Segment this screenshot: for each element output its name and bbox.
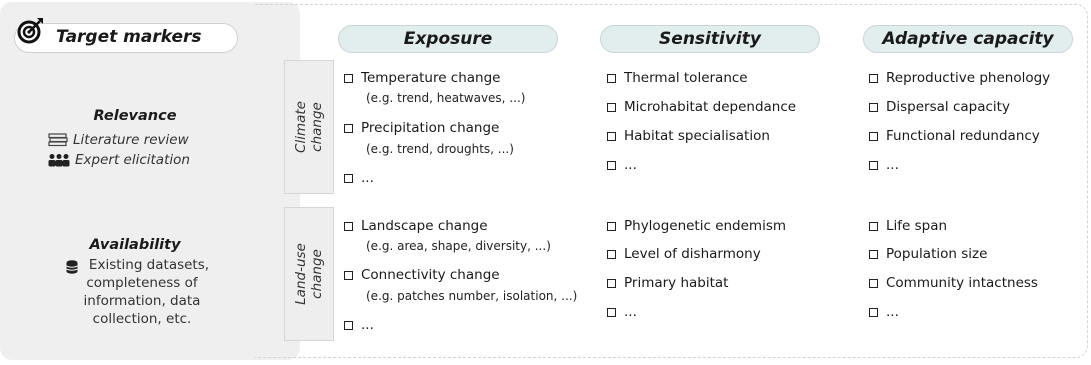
- item-label: Population size: [886, 246, 988, 262]
- checkbox-icon: [344, 74, 353, 83]
- sensitivity-item: [607, 99, 796, 115]
- exposure-item-example: (e.g. trend, droughts, ...): [366, 142, 514, 156]
- availability-line: Existing datasets,: [88, 257, 210, 273]
- checkbox-icon: [607, 250, 616, 259]
- item-label: Thermal tolerance: [624, 70, 748, 86]
- checkbox-icon: [869, 222, 878, 231]
- sensitivity-item: [607, 218, 786, 234]
- relevance-item-expert: [48, 152, 190, 168]
- exposure-item: [344, 218, 488, 234]
- sensitivity-item: [607, 70, 748, 86]
- relevance-title: Relevance: [93, 108, 177, 124]
- target-markers-label: Target markers: [56, 27, 202, 47]
- relevance-literature-label: Literature review: [73, 132, 189, 148]
- sensitivity-item: [607, 246, 761, 262]
- item-label: Landscape change: [361, 218, 488, 234]
- exposure-item: [344, 120, 499, 136]
- exposure-item: [344, 317, 374, 333]
- item-label: Community intactness: [886, 275, 1038, 291]
- item-label: ...: [361, 317, 374, 333]
- checkbox-icon: [344, 124, 353, 133]
- checkbox-icon: [607, 132, 616, 141]
- item-label: ...: [624, 304, 637, 320]
- checkbox-icon: [607, 308, 616, 317]
- row-label-climate-change: [284, 60, 334, 194]
- people-icon: [48, 153, 70, 167]
- item-label: Temperature change: [361, 70, 501, 86]
- item-label: ...: [361, 170, 374, 186]
- target-icon: [16, 16, 46, 46]
- row-label-land-use-change-text: Land-use change: [293, 243, 325, 305]
- item-label: ...: [624, 157, 637, 173]
- checkbox-icon: [607, 103, 616, 112]
- item-label: Functional redundancy: [886, 128, 1040, 144]
- item-label: Connectivity change: [361, 267, 500, 283]
- adaptive-item: [869, 218, 947, 234]
- availability-line: collection, etc.: [92, 311, 192, 327]
- checkbox-icon: [869, 74, 878, 83]
- availability-line: completeness of: [86, 275, 198, 291]
- checkbox-icon: [607, 161, 616, 170]
- column-header-sensitivity: Sensitivity: [600, 25, 820, 53]
- checkbox-icon: [869, 103, 878, 112]
- checkbox-icon: [869, 250, 878, 259]
- adaptive-item: [869, 304, 899, 320]
- content-frame: [255, 4, 1088, 358]
- row-label-climate-change-text: Climate change: [293, 101, 326, 153]
- checkbox-icon: [344, 174, 353, 183]
- item-label: ...: [886, 304, 899, 320]
- sensitivity-item: [607, 128, 770, 144]
- row-label-land-use-change: [284, 207, 334, 341]
- exposure-item-example: (e.g. patches number, isolation, ...): [366, 289, 578, 303]
- column-header-exposure: Exposure: [338, 25, 558, 53]
- adaptive-item: [869, 157, 899, 173]
- item-label: Dispersal capacity: [886, 99, 1010, 115]
- item-label: Level of disharmony: [624, 246, 761, 262]
- item-label: ...: [886, 157, 899, 173]
- item-label: Reproductive phenology: [886, 70, 1051, 86]
- relevance-item-literature: [48, 132, 189, 148]
- item-label: Life span: [886, 218, 948, 234]
- sensitivity-item: [607, 275, 728, 291]
- exposure-item: [344, 170, 374, 186]
- books-icon: [48, 133, 68, 147]
- checkbox-icon: [344, 222, 353, 231]
- exposure-item-example: (e.g. area, shape, diversity, ...): [366, 239, 551, 253]
- exposure-item-example: (e.g. trend, heatwaves, ...): [366, 91, 526, 105]
- item-label: Microhabitat dependance: [624, 99, 797, 115]
- checkbox-icon: [344, 321, 353, 330]
- adaptive-item: [869, 275, 1038, 291]
- adaptive-item: [869, 70, 1050, 86]
- checkbox-icon: [869, 308, 878, 317]
- item-label: Habitat specialisation: [624, 128, 770, 144]
- adaptive-item: [869, 99, 1010, 115]
- checkbox-icon: [869, 279, 878, 288]
- item-label: Precipitation change: [361, 120, 500, 136]
- checkbox-icon: [607, 279, 616, 288]
- item-label: Phylogenetic endemism: [624, 218, 787, 234]
- column-header-adaptive-capacity: Adaptive capacity: [863, 25, 1073, 53]
- adaptive-item: [869, 128, 1040, 144]
- checkbox-icon: [607, 74, 616, 83]
- availability-text: [62, 256, 222, 328]
- sensitivity-item: [607, 304, 637, 320]
- checkbox-icon: [344, 271, 353, 280]
- relevance-expert-label: Expert elicitation: [75, 152, 190, 168]
- availability-title: Availability: [89, 237, 181, 253]
- sensitivity-item: [607, 157, 637, 173]
- exposure-item: [344, 70, 501, 86]
- checkbox-icon: [869, 132, 878, 141]
- exposure-item: [344, 267, 500, 283]
- adaptive-item: [869, 246, 987, 262]
- availability-line: information, data: [83, 293, 201, 309]
- item-label: Primary habitat: [624, 275, 729, 291]
- checkbox-icon: [869, 161, 878, 170]
- checkbox-icon: [607, 222, 616, 231]
